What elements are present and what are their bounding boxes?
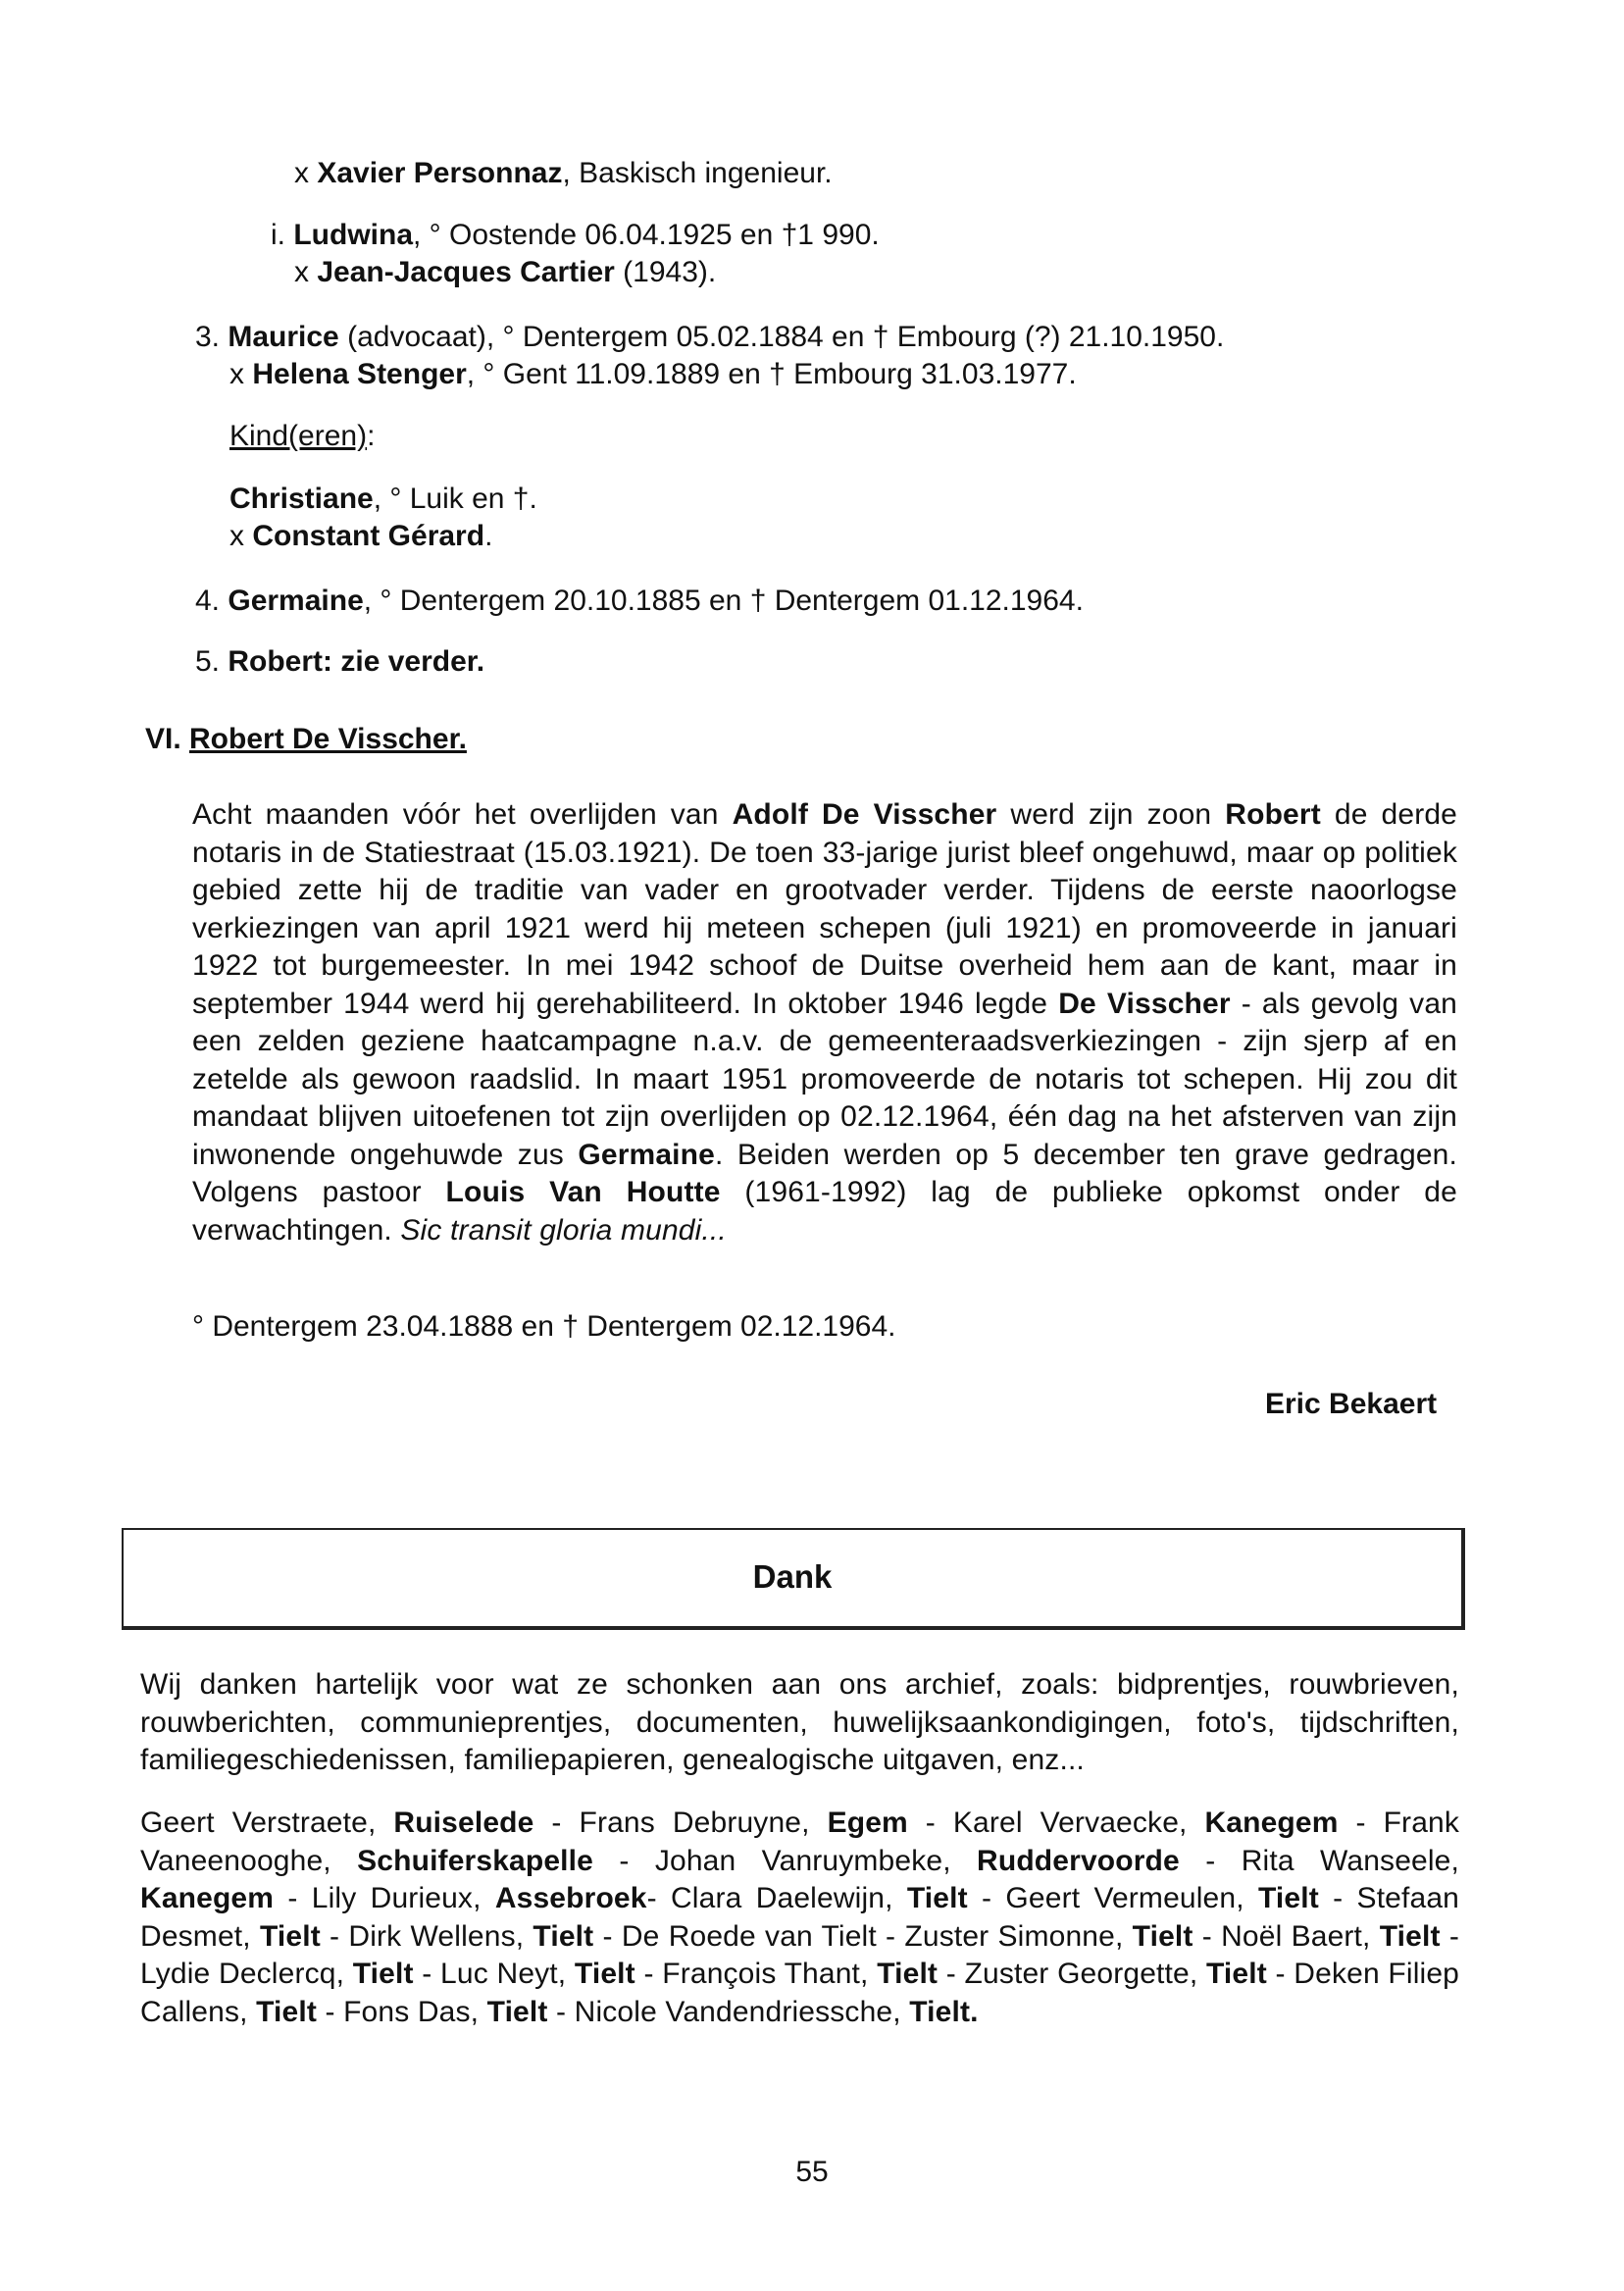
donor-place: Assebroek — [494, 1882, 647, 1914]
donor-place: Egem — [827, 1807, 908, 1839]
bio-text: . Beiden werden op 5 december ten grave gedragen. Volgens pastoor — [192, 1138, 1457, 1208]
donor-name: - Geert Vermeulen, — [967, 1882, 1258, 1914]
entry-christiane — [229, 481, 537, 518]
donor-name: - Zuster Georgette, — [938, 1958, 1206, 1990]
prefix: 5. — [195, 645, 228, 678]
entry-text: , ° Luik en †. — [373, 483, 537, 515]
donor-place: Tielt — [906, 1882, 968, 1914]
prefix: 4. — [195, 585, 228, 617]
donor-place: Tielt — [256, 1995, 317, 2028]
donor-name: - De Roede van Tielt - Zuster Simonne, — [593, 1919, 1133, 1953]
donor-name: - Deken Filiep Callens, — [140, 1958, 1460, 2028]
entry-text: , ° Gent 11.09.1889 en † Embourg 31.03.1977. — [466, 358, 1077, 390]
prefix: x — [294, 157, 318, 189]
bio-text: - als gevolg van een zelden geziene haatcampagne n.a.v. de gemeenteraadsverkiezingen - zijn sjerp af en zetelde als gewoon raadslid. In maart 1951 promoveerde de notaris tot schepen. Hij zou dit mandaat blijven uitoefenen tot zijn overlijden op 02.12.1964, één dag na het afsterven van zijn inwonende ongehuwde zus — [192, 987, 1457, 1171]
dank-title: Dank — [752, 1558, 833, 1595]
kinderen-label: Kind(eren) — [229, 420, 368, 452]
donor-name: - Frans Debruyne, — [533, 1807, 828, 1839]
donor-place: Kanegem — [1204, 1807, 1339, 1839]
donor-name: - Noël Baert, — [1193, 1919, 1380, 1953]
donor-name: - Lydie Declercq, — [140, 1919, 1459, 1990]
page-number: 55 — [795, 2156, 829, 2188]
donor-place: Tielt — [533, 1919, 594, 1953]
bio-name-devisscher: De Visscher — [1058, 987, 1231, 1020]
bio-text: Acht maanden vóór het overlijden van — [192, 798, 733, 831]
entry-helena — [229, 356, 1077, 393]
entry-maurice — [195, 319, 1224, 356]
donor-name: - Fons Das, — [316, 1995, 487, 2028]
donor-name: - Luc Neyt, — [413, 1958, 575, 1990]
entry-robert — [195, 643, 484, 681]
entry-germaine — [195, 583, 1084, 620]
person-name: Xavier Personnaz — [317, 157, 563, 189]
kinderen-colon: : — [367, 420, 376, 452]
prefix: x — [294, 256, 318, 288]
biography-paragraph — [192, 796, 1457, 1249]
entry-text: (advocaat), ° Dentergem 05.02.1884 en † Embourg (?) 21.10.1950. — [338, 321, 1225, 353]
donor-name: - Dirk Wellens, — [320, 1919, 533, 1953]
person-name: Maurice — [228, 321, 339, 353]
entry-text: (1943). — [614, 256, 717, 288]
kinderen-heading — [229, 418, 375, 455]
author-signature: Eric Bekaert — [1265, 1388, 1438, 1420]
birth-death-line: ° Dentergem 23.04.1888 en † Dentergem 02.12.1964. — [192, 1310, 896, 1343]
bio-text: de derde notaris in de Statiestraat (15.03.1921). De toen 33-jarige jurist bleef ongehuwd, maar op politiek gebied zette hij de traditie van vader en grootvader verder. Tijdens de eerste naoorlogse verkiezingen van april 1921 werd hij meteen schepen (juli 1921) en promoveerde in januari 1922 tot burgemeester. In mei 1942 schoof de Duitse overheid hem aan de kant, maar in september 1944 werd hij gerehabiliteerd. In oktober 1946 legde — [192, 798, 1457, 1020]
bio-name-germaine: Germaine — [578, 1138, 715, 1171]
donor-place: Tielt. — [909, 1995, 979, 2028]
donor-name: - Clara Daelewijn, — [646, 1882, 907, 1914]
person-name: Germaine — [228, 585, 364, 617]
bio-latin-quote: Sic transit gloria mundi... — [400, 1213, 727, 1247]
donor-name: - Frank Vaneenooghe, — [140, 1807, 1460, 1877]
person-name: Helena Stenger — [252, 358, 467, 390]
entry-text: . — [484, 520, 493, 552]
donor-name: - Rita Wanseele, — [1179, 1844, 1460, 1877]
donor-place: Tielt — [877, 1958, 939, 1990]
bio-name-robert: Robert — [1225, 798, 1321, 831]
donor-place: Tielt — [1132, 1919, 1193, 1953]
entry-jean-jacques — [294, 254, 716, 291]
section-number: VI. — [145, 723, 190, 755]
person-name: Christiane — [229, 483, 374, 515]
entry-xavier — [294, 155, 833, 192]
entry-text: , ° Dentergem 20.10.1885 en † Dentergem 01.12.1964. — [363, 585, 1084, 617]
donor-name: - François Thant, — [634, 1958, 878, 1990]
donor-place: Kanegem — [140, 1882, 275, 1914]
entry-ludwina — [271, 217, 880, 254]
donor-name: - Nicole Vandendriessche, — [547, 1995, 910, 2028]
prefix: x — [229, 358, 253, 390]
donor-place: Tielt — [486, 1995, 548, 2028]
prefix: i. — [271, 219, 294, 251]
entry-constant — [229, 518, 492, 555]
entry-text: : zie verder. — [323, 645, 485, 678]
entry-text: , ° Oostende 06.04.1925 en †1 990. — [413, 219, 880, 251]
donor-list — [140, 1805, 1459, 2031]
section-heading — [145, 721, 467, 758]
donor-name: Geert Verstraete, — [140, 1807, 394, 1839]
donor-place: Tielt — [1379, 1919, 1441, 1953]
donor-place: Tielt — [1257, 1882, 1319, 1914]
dank-intro: Wij danken hartelijk voor wat ze schonken aan ons archief, zoals: bidprentjes, rouwbrieven, rouwberichten, communieprentjes, documenten, huwelijksaankondigingen, foto's, tijdschriften, familiegeschiedenissen, familiepapieren, genealogische uitgaven, enz... — [140, 1668, 1459, 1776]
donor-place: Schuiferskapelle — [357, 1844, 593, 1877]
section-title: Robert De Visscher. — [189, 723, 467, 755]
donor-name: - Johan Vanruymbeke, — [592, 1844, 978, 1877]
dank-heading-box — [122, 1528, 1465, 1630]
prefix: x — [229, 520, 253, 552]
bio-text: (1961-1992) lag de publieke opkomst onder de verwachtingen. — [192, 1176, 1457, 1247]
donor-place: Tielt — [352, 1958, 414, 1990]
prefix: 3. — [195, 321, 228, 353]
donor-place: Tielt — [259, 1919, 321, 1953]
person-name: Robert — [228, 645, 324, 678]
bio-name-louis: Louis Van Houtte — [445, 1176, 721, 1208]
donor-name: - Stefaan Desmet, — [140, 1882, 1460, 1953]
person-name: Jean-Jacques Cartier — [317, 256, 615, 288]
bio-name-adolf: Adolf De Visscher — [732, 798, 997, 831]
person-name: Constant Gérard — [252, 520, 485, 552]
donor-place: Ruddervoorde — [977, 1844, 1180, 1877]
person-name: Ludwina — [293, 219, 413, 251]
donor-name: - Karel Vervaecke, — [907, 1807, 1205, 1839]
donor-place: Tielt — [1205, 1958, 1267, 1990]
donor-place: Tielt — [574, 1958, 635, 1990]
bio-text: werd zijn zoon — [996, 798, 1226, 831]
donor-place: Ruiselede — [393, 1807, 534, 1839]
donor-name: - Lily Durieux, — [274, 1882, 495, 1914]
entry-text: , Baskisch ingenieur. — [562, 157, 833, 189]
